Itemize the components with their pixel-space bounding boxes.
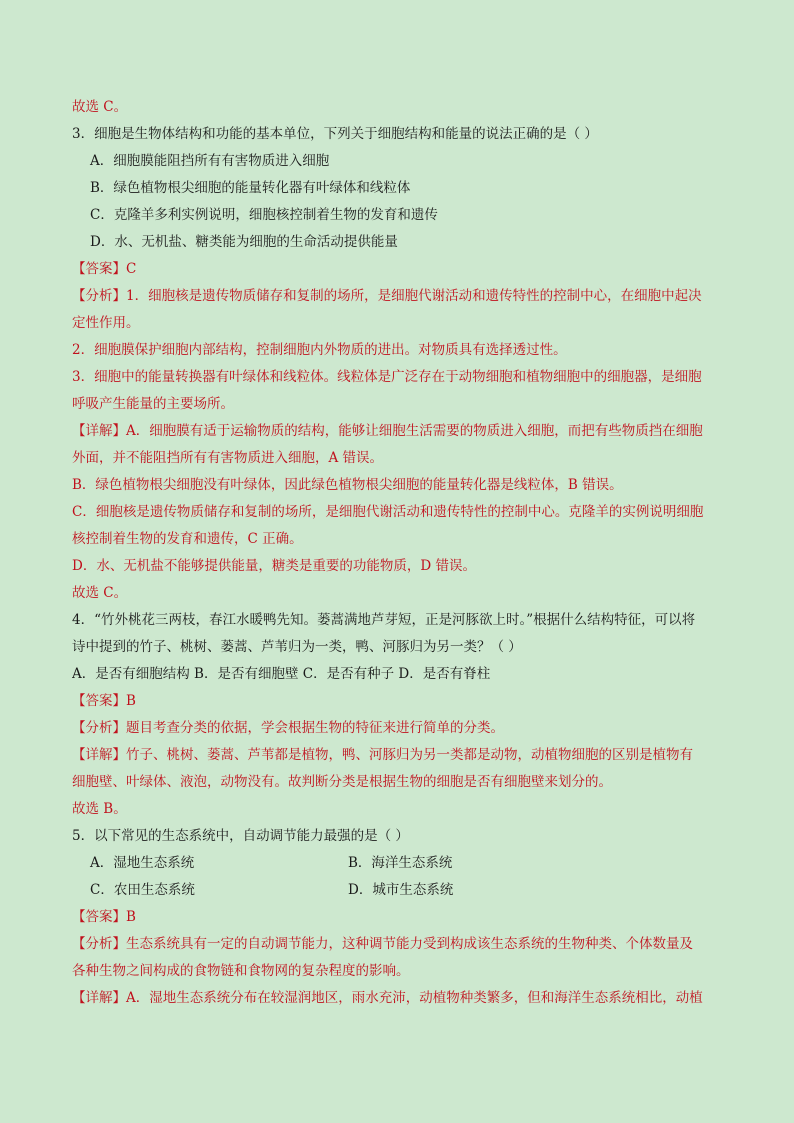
detail-line <box>72 418 724 445</box>
detail-tag: 【详解】 <box>72 747 126 763</box>
answer-line <box>72 256 724 283</box>
answer-tag: 【答案】 <box>72 261 126 277</box>
option-c: C．农田生态系统 <box>90 882 195 898</box>
question-5: 5．以下常见的生态系统中，自动调节能力最强的是（ ） <box>72 828 409 844</box>
detail-text: C．细胞核是遗传物质储存和复制的场所，是细胞代谢活动和遗传特性的控制中心。克隆羊的实例说明细胞 <box>72 504 704 520</box>
detail-text: 竹子、桃树、蒌蒿、芦苇都是植物，鸭、河豚归为另一类都是动物，动植物细胞的区别是植物有 <box>126 747 693 763</box>
analysis-text: 各种生物之间构成的食物链和食物网的复杂程度的影响。 <box>72 963 410 979</box>
answer-line <box>72 904 724 931</box>
question-3: 3．细胞是生物体结构和功能的基本单位，下列关于细胞结构和能量的说法正确的是（ ） <box>72 126 598 142</box>
analysis-line <box>72 715 724 742</box>
document-page <box>72 94 724 1012</box>
option-a: A．细胞膜能阻挡所有有害物质进入细胞 <box>90 153 330 169</box>
options-row <box>72 877 724 904</box>
option-d: D．城市生态系统 <box>348 882 454 898</box>
detail-text: 外面，并不能阻挡所有有害物质进入细胞，A 错误。 <box>72 450 384 466</box>
analysis-tag: 【分析】 <box>72 720 126 736</box>
analysis-text: 生态系统具有一定的自动调节能力，这种调节能力受到构成该生态系统的生物种类、个体数量及 <box>126 936 693 952</box>
analysis-tag: 【分析】 <box>72 936 126 952</box>
answer-value: C <box>126 261 137 277</box>
analysis-text: 2．细胞膜保护细胞内部结构，控制细胞内外物质的进出。对物质具有选择透过性。 <box>72 342 567 358</box>
detail-text: A．湿地生态系统分布在较湿润地区，雨水充沛，动植物种类繁多，但和海洋生态系统相比，动植 <box>126 990 703 1006</box>
option-d: D．水、无机盐、糖类能为细胞的生命活动提供能量 <box>90 234 398 250</box>
conclusion-text: 故选 C。 <box>72 585 128 601</box>
question-4-cont: 诗中提到的竹子、桃树、蒌蒿、芦苇归为一类，鸭、河豚归为另一类？（ ） <box>72 639 522 655</box>
analysis-line <box>72 931 724 958</box>
analysis-line <box>72 283 724 310</box>
answer-line <box>72 688 724 715</box>
analysis-text: 题目考查分类的依据，学会根据生物的特征来进行简单的分类。 <box>126 720 504 736</box>
detail-text: D．水、无机盐不能够提供能量，糖类是重要的功能物质，D 错误。 <box>72 558 476 574</box>
option-a: A．湿地生态系统 <box>90 855 195 871</box>
analysis-text: 1．细胞核是遗传物质储存和复制的场所，是细胞代谢活动和遗传特性的控制中心，在细胞中起决 <box>126 288 702 304</box>
conclusion-text: 故选 B。 <box>72 801 127 817</box>
conclusion-text: 故选 C。 <box>72 99 128 115</box>
answer-value: B <box>126 693 136 709</box>
option-b: B．绿色植物根尖细胞的能量转化器有叶绿体和线粒体 <box>90 180 411 196</box>
answer-tag: 【答案】 <box>72 909 126 925</box>
detail-text: 细胞壁、叶绿体、液泡，动物没有。故判断分类是根据生物的细胞是否有细胞壁来划分的。 <box>72 774 612 790</box>
answer-tag: 【答案】 <box>72 693 126 709</box>
detail-text: B．绿色植物根尖细胞没有叶绿体，因此绿色植物根尖细胞的能量转化器是线粒体，B 错误。 <box>72 477 623 493</box>
option-c: C．克隆羊多利实例说明，细胞核控制着生物的发育和遗传 <box>90 207 438 223</box>
analysis-text: 3．细胞中的能量转换器有叶绿体和线粒体。线粒体是广泛存在于动物细胞和植物细胞中的细胞器，是细胞 <box>72 369 702 385</box>
detail-line <box>72 742 724 769</box>
answer-value: B <box>126 909 136 925</box>
detail-text: A．细胞膜有适于运输物质的结构，能够让细胞生活需要的物质进入细胞，而把有些物质挡在细胞 <box>126 423 703 439</box>
detail-tag: 【详解】 <box>72 990 126 1006</box>
question-4: 4．“竹外桃花三两枝，春江水暖鸭先知。蒌蒿满地芦芽短，正是河豚欲上时。”根据什么结构特征，可以将 <box>72 612 696 628</box>
options-row <box>72 850 724 877</box>
analysis-text: 呼吸产生能量的主要场所。 <box>72 396 234 412</box>
analysis-tag: 【分析】 <box>72 288 126 304</box>
option-b: B．海洋生态系统 <box>348 855 453 871</box>
options-row: A．是否有细胞结构 B．是否有细胞壁 C．是否有种子 D．是否有脊柱 <box>72 666 491 682</box>
detail-text: 核控制着生物的发育和遗传，C 正确。 <box>72 531 303 547</box>
detail-tag: 【详解】 <box>72 423 126 439</box>
analysis-text: 定性作用。 <box>72 315 140 331</box>
detail-line <box>72 985 724 1012</box>
